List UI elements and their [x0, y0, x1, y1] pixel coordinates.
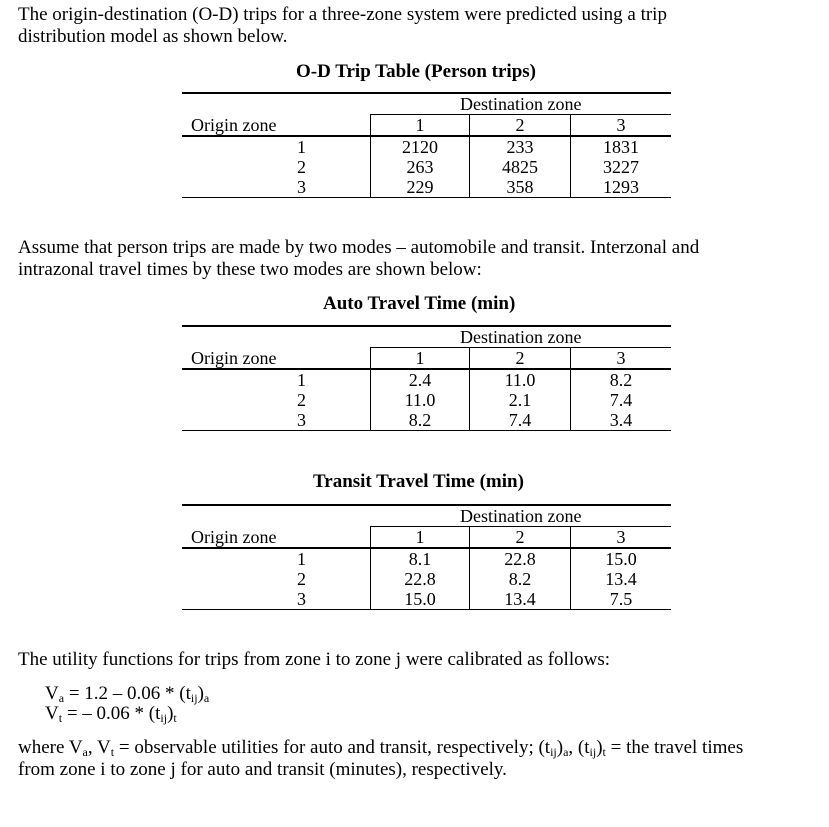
- value-cell: 233: [470, 136, 571, 157]
- auto-utility-equation: [45, 683, 209, 705]
- where-sub: t: [602, 745, 606, 759]
- value-cell: 7.4: [470, 410, 571, 431]
- eq-sub: a: [58, 691, 65, 705]
- where-text: = observable utilities for auto and transit, respectively; (t: [114, 737, 551, 758]
- value-cell: 22.8: [470, 548, 571, 569]
- eq-sub: ij: [190, 691, 198, 705]
- value-cell: 263: [371, 157, 470, 177]
- modes-line-2: intrazonal travel times by these two modes are shown below:: [18, 259, 482, 280]
- where-line-2: from zone i to zone j for auto and transit (minutes), respectively.: [18, 759, 507, 780]
- table-row: [182, 410, 671, 431]
- value-cell: 22.8: [371, 569, 470, 589]
- where-text: , V: [87, 737, 111, 758]
- transit-utility-equation: [45, 703, 177, 725]
- eq-text: ): [167, 703, 174, 724]
- where-sub: ij: [589, 745, 597, 759]
- od-trip-table: [182, 92, 671, 198]
- value-cell: 3227: [571, 157, 672, 177]
- col-header: 2: [470, 115, 571, 137]
- table-row: [182, 157, 671, 177]
- origin-cell: 2: [297, 157, 306, 177]
- value-cell: 4825: [470, 157, 571, 177]
- transit-travel-time-table: [182, 504, 671, 610]
- eq-sub: a: [203, 691, 210, 705]
- eq-sub: t: [58, 711, 63, 725]
- table-row: [182, 569, 671, 589]
- value-cell: 8.2: [371, 410, 470, 431]
- origin-cell: 2: [297, 569, 306, 589]
- eq-text: V: [45, 703, 59, 724]
- value-cell: 13.4: [571, 569, 672, 589]
- value-cell: 1831: [571, 136, 672, 157]
- value-cell: 3.4: [571, 410, 672, 431]
- value-cell: 11.0: [371, 390, 470, 410]
- origin-cell: 2: [297, 390, 306, 410]
- origin-cell: 3: [182, 410, 371, 431]
- origin-zone-header: Origin zone: [182, 527, 371, 549]
- value-cell: 11.0: [470, 369, 571, 390]
- table-row: [182, 548, 671, 569]
- table-row: [182, 136, 671, 157]
- origin-cell: 3: [182, 589, 371, 610]
- col-header: 2: [470, 348, 571, 370]
- value-cell: 8.2: [470, 569, 571, 589]
- where-text: where V: [18, 737, 83, 758]
- origin-zone-header: Origin zone: [182, 348, 371, 370]
- col-header: 2: [470, 527, 571, 549]
- col-header: 3: [571, 115, 672, 137]
- where-text: , (t: [568, 737, 590, 758]
- where-text: ): [556, 737, 564, 758]
- value-cell: 1293: [571, 177, 672, 198]
- modes-line-1: Assume that person trips are made by two modes – automobile and transit. Interzonal and: [18, 237, 700, 258]
- value-cell: 7.5: [571, 589, 672, 610]
- col-header: 1: [371, 527, 470, 549]
- value-cell: 2.1: [470, 390, 571, 410]
- value-cell: 8.1: [371, 548, 470, 569]
- origin-zone-header: Origin zone: [182, 115, 371, 137]
- where-line-1: [18, 737, 813, 759]
- utility-intro: The utility functions for trips from zone i to zone j were calibrated as follows:: [18, 649, 610, 670]
- value-cell: 2.4: [371, 369, 470, 390]
- auto-travel-time-table: [182, 325, 671, 431]
- where-sub: ij: [550, 745, 557, 759]
- origin-cell: 1: [297, 137, 306, 157]
- col-header: 1: [371, 348, 470, 370]
- eq-text: = – 0.06 * (t: [62, 703, 161, 724]
- destination-zone-header: Destination zone: [371, 326, 672, 348]
- where-sub: a: [563, 745, 569, 759]
- table-row: [182, 177, 671, 198]
- destination-zone-header: Destination zone: [371, 505, 672, 527]
- value-cell: 2120: [371, 136, 470, 157]
- eq-sub: t: [173, 711, 177, 725]
- table-row: [182, 589, 671, 610]
- eq-sub: ij: [160, 711, 168, 725]
- col-header: 3: [571, 348, 672, 370]
- eq-text: ): [197, 683, 204, 704]
- where-sub: a: [82, 745, 88, 759]
- value-cell: 358: [470, 177, 571, 198]
- od-trip-table-title: O-D Trip Table (Person trips): [296, 61, 536, 82]
- where-sub: t: [110, 745, 115, 759]
- where-text: ): [596, 737, 603, 758]
- col-header: 1: [371, 115, 470, 137]
- intro-line-2: distribution model as shown below.: [18, 26, 288, 47]
- eq-text: = 1.2 – 0.06 * (t: [64, 683, 191, 704]
- intro-line-1: The origin-destination (O-D) trips for a three-zone system were predicted using a trip: [18, 4, 667, 25]
- value-cell: 229: [371, 177, 470, 198]
- origin-cell: 1: [297, 370, 306, 390]
- col-header: 3: [571, 527, 672, 549]
- table-row: [182, 390, 671, 410]
- origin-cell: 1: [297, 549, 306, 569]
- value-cell: 13.4: [470, 589, 571, 610]
- destination-zone-header: Destination zone: [371, 93, 672, 115]
- table-row: [182, 369, 671, 390]
- value-cell: 15.0: [371, 589, 470, 610]
- value-cell: 7.4: [571, 390, 672, 410]
- where-text: = the travel times: [605, 737, 744, 758]
- transit-travel-time-title: Transit Travel Time (min): [313, 471, 524, 492]
- auto-travel-time-title: Auto Travel Time (min): [323, 293, 516, 314]
- eq-text: V: [45, 683, 59, 704]
- origin-cell: 3: [182, 177, 371, 198]
- value-cell: 8.2: [571, 369, 672, 390]
- value-cell: 15.0: [571, 548, 672, 569]
